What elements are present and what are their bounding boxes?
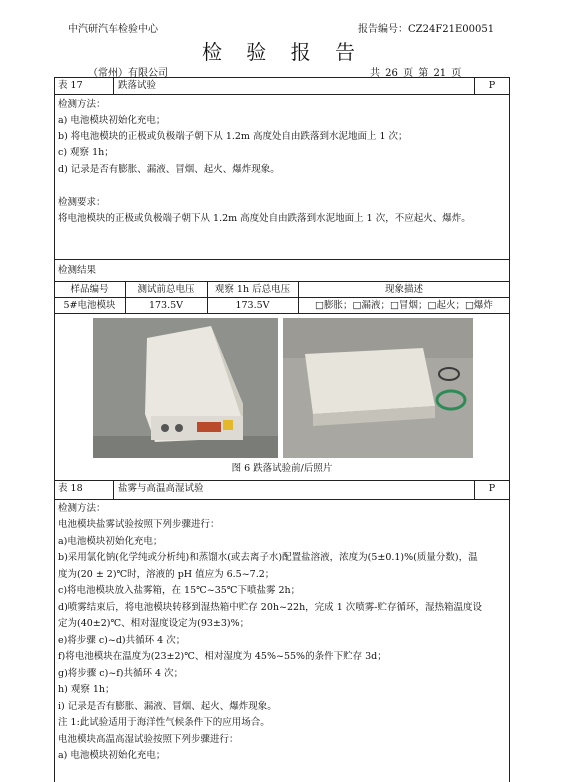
method-line: c)将电池模块放入盐雾箱，在 15℃~35℃下喷盐雾 2h； xyxy=(58,585,301,596)
method-line: a) 电池模块初始化充电； xyxy=(58,750,166,761)
method-line: h) 观察 1h； xyxy=(58,684,115,695)
table-18-number: 表 18 xyxy=(58,483,83,494)
method-line: f)将电池模块在温度为(23±2)℃、相对湿度为 45%~55%的条件下贮存 3d； xyxy=(58,651,387,662)
method-line: i) 记录是否有膨胀、漏液、冒烟、起火、爆炸现象。 xyxy=(58,701,277,712)
method-line: e)将步骤 c)~d)共循环 4 次； xyxy=(58,635,186,646)
method-line: d) 记录是否有膨胀、漏液、冒烟、起火、爆炸现象。 xyxy=(58,164,280,175)
table-17-name: 跌落试验 xyxy=(118,80,157,91)
cell-sample: 5#电池模块 xyxy=(63,300,116,311)
rule xyxy=(54,480,510,481)
rule xyxy=(113,480,114,499)
table-17-number: 表 17 xyxy=(58,80,83,91)
rule xyxy=(54,297,510,298)
method-line: 度为(20 ± 2)℃时，溶液的 pH 值应为 6.5~7.2； xyxy=(58,569,275,580)
requirement-text: 将电池模块的正极或负极端子朝下从 1.2m 高度处自由跌落到水泥地面上 1 次，不应起火、爆炸。 xyxy=(58,213,471,224)
col-header-voltage-after: 观察 1h 后总电压 xyxy=(214,284,291,295)
table-18-name: 盐雾与高温高湿试验 xyxy=(118,483,204,494)
results-title: 检测结果 xyxy=(58,265,97,276)
photo-before-drop xyxy=(93,318,278,458)
col-header-voltage-before: 测试前总电压 xyxy=(137,284,195,295)
table-17-result: P xyxy=(488,80,496,91)
lab-name: 中汽研汽车检验中心 xyxy=(68,24,158,35)
rule xyxy=(54,499,510,500)
col-header-sample: 样品编号 xyxy=(70,284,109,295)
cell-phenomenon: □膨胀；□漏液；□冒烟；□起火；□爆炸 xyxy=(315,300,493,311)
rule xyxy=(54,259,510,260)
method-line: b)采用氯化钠(化学纯或分析纯)和蒸馏水(或去离子水)配置盐溶液，浓度为(5±0.1)%(质量分数)，温 xyxy=(58,552,478,563)
company-name: （常州）有限公司 xyxy=(88,68,168,79)
method-line: a)电池模块初始化充电； xyxy=(58,536,163,547)
rule xyxy=(113,77,114,94)
method-title: 检测方法： xyxy=(58,503,106,514)
method-line: a) 电池模块初始化充电； xyxy=(58,115,166,126)
method-line: g)将步骤 c)~f)共循环 4 次； xyxy=(58,668,184,679)
method-line: d)喷雾结束后，将电池模块转移到湿热箱中贮存 20h~22h，完成 1 次喷雾-贮存循环，湿热箱温度设 xyxy=(58,602,482,613)
photo-after-drop xyxy=(283,318,473,458)
report-title: 检 验 报 告 xyxy=(201,40,365,64)
cell-voltage-before: 173.5V xyxy=(148,300,184,311)
rule xyxy=(54,281,510,282)
photo-caption: 图 6 跌落试验前/后照片 xyxy=(231,463,333,474)
requirement-title: 检测要求： xyxy=(58,197,106,208)
table-18-result: P xyxy=(488,483,496,494)
method-line: b) 将电池模块的正极或负极端子朝下从 1.2m 高度处自由跌落到水泥地面上 1 次； xyxy=(58,131,408,142)
rule xyxy=(54,94,510,95)
rule xyxy=(54,313,510,314)
cell-voltage-after: 173.5V xyxy=(235,300,270,311)
method-line: 电池模块高温高湿试验按照下列步骤进行： xyxy=(58,734,239,745)
method-line: 电池模块盐雾试验按照下列步骤进行： xyxy=(58,519,220,530)
col-header-phenomenon: 现象描述 xyxy=(384,284,423,295)
report-number: 报告编号：CZ24F21E00051 xyxy=(358,24,495,35)
method-line: 定为(40±2)℃、相对湿度设定为(93±3)%； xyxy=(58,618,250,629)
method-line: c) 观察 1h； xyxy=(58,147,114,158)
method-title: 检测方法： xyxy=(58,99,106,110)
note-line: 注 1:此试验适用于海洋性气候条件下的应用场合。 xyxy=(58,717,270,728)
page-info: 共 26 页 第 21 页 xyxy=(370,68,462,79)
